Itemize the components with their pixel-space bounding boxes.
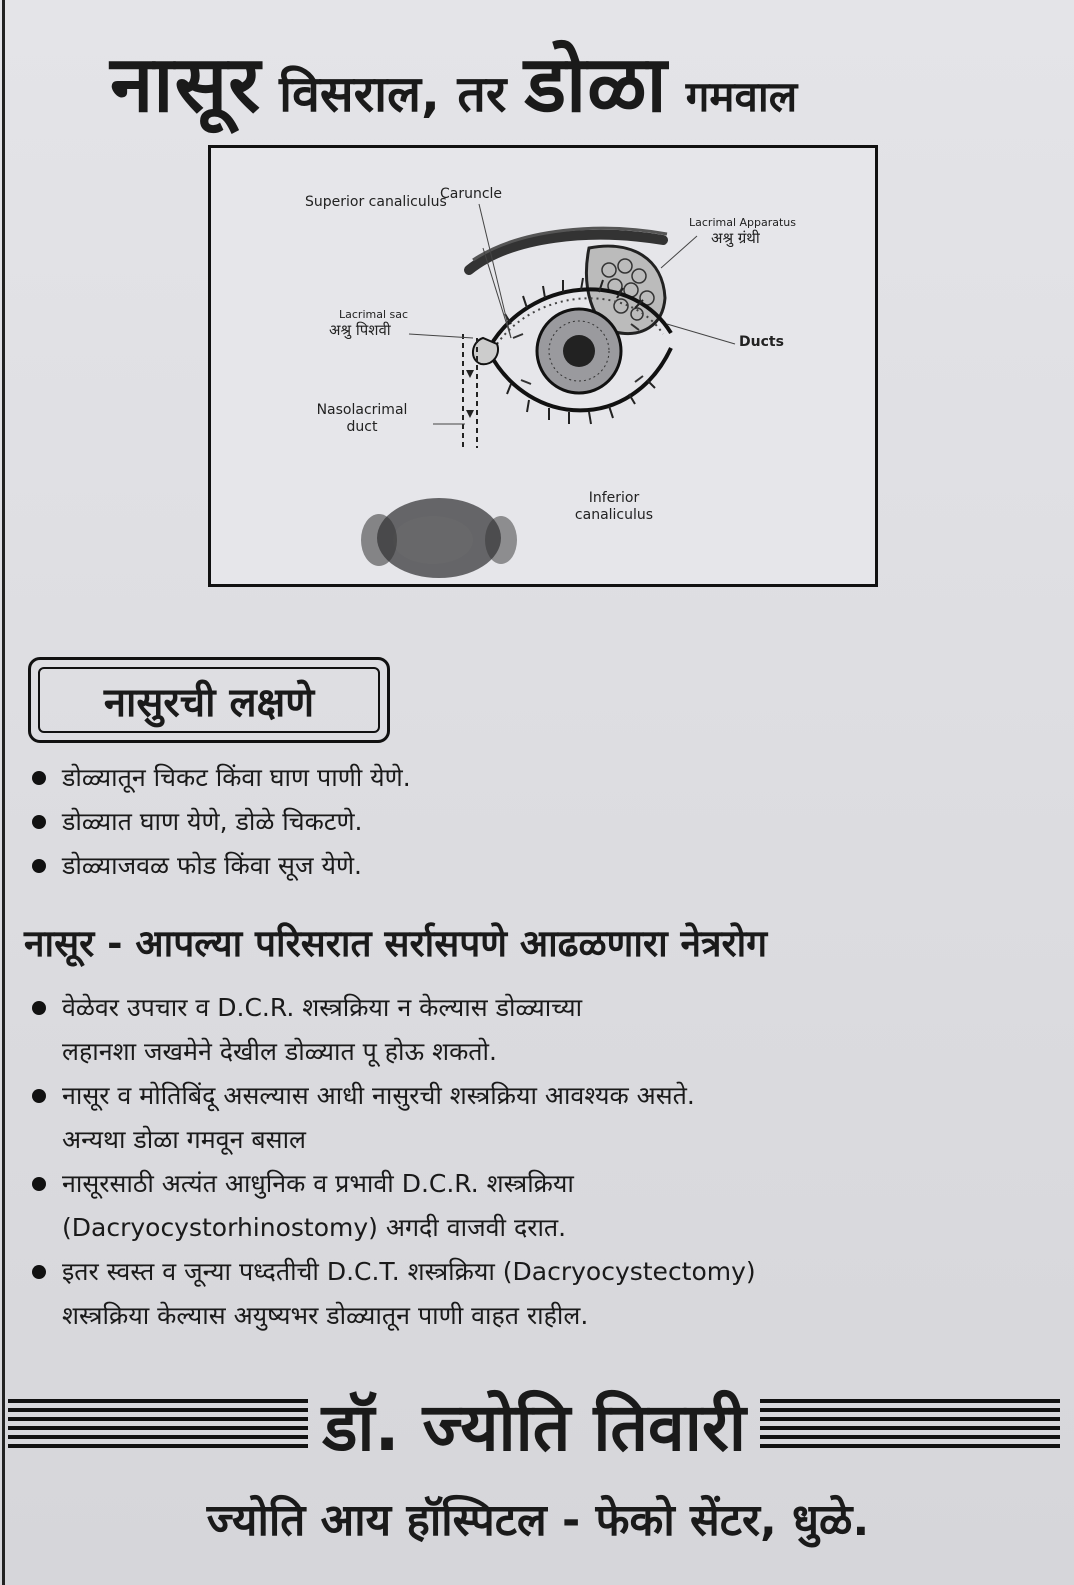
info-item bbox=[32, 1074, 756, 1162]
headline-word-nasur: नासूर bbox=[110, 40, 262, 130]
left-stripes bbox=[8, 1399, 308, 1451]
label-inferior-canaliculus: Inferior canaliculus bbox=[574, 490, 654, 523]
info-item-line: अन्यथा डोळा गमवून बसाल bbox=[62, 1125, 306, 1154]
info-item-line: (Dacryocystorhinostomy) अगदी वाजवी दरात. bbox=[62, 1213, 567, 1242]
symptoms-title-box bbox=[28, 657, 390, 743]
label-superior-canaliculus: Superior canaliculus bbox=[305, 194, 447, 210]
info-item bbox=[32, 1162, 756, 1250]
info-item-line: नासूर व मोतिबिंदू असल्यास आधी नासुरची शस्त्रक्रिया आवश्यक असते. bbox=[62, 1081, 695, 1110]
label-nasolacrimal-duct: Nasolacrimal duct bbox=[316, 402, 408, 435]
info-item bbox=[32, 986, 756, 1074]
label-lacrimal-sac: Lacrimal sac bbox=[339, 308, 409, 321]
headline-word-gamval: गमवाल bbox=[685, 72, 798, 121]
symptom-item: डोळ्यातून चिकट किंवा घाण पाणी येणे. bbox=[32, 756, 411, 800]
left-border-line bbox=[2, 0, 5, 1585]
info-title: नासूर - आपल्या परिसरात सर्रासपणे आढळणारा नेत्ररोग bbox=[24, 922, 768, 965]
headline bbox=[110, 28, 990, 130]
label-ducts: Ducts bbox=[739, 334, 784, 350]
symptom-item: डोळ्यात घाण येणे, डोळे चिकटणे. bbox=[32, 800, 411, 844]
info-item-line: लहानशा जखमेने देखील डोळ्यात पू होऊ शकतो. bbox=[62, 1037, 497, 1066]
symptom-item: डोळ्याजवळ फोड किंवा सूज येणे. bbox=[32, 844, 411, 888]
headline-word-dola: डोळा bbox=[524, 40, 668, 130]
right-stripes bbox=[760, 1399, 1060, 1451]
info-item bbox=[32, 1250, 756, 1338]
info-item-line: इतर स्वस्त व जून्या पध्दतीची D.C.T. शस्त्रक्रिया (Dacryocystectomy) bbox=[62, 1257, 756, 1286]
info-item-line: नासूरसाठी अत्यंत आधुनिक व प्रभावी D.C.R. शस्त्रक्रिया bbox=[62, 1169, 574, 1198]
doctor-name: डॉ. ज्योति तिवारी bbox=[322, 1389, 746, 1466]
info-item-line: शस्त्रक्रिया केल्यास अयुष्यभर डोळ्यातून पाणी वाहत राहील. bbox=[62, 1301, 589, 1330]
info-item-line: वेळेवर उपचार व D.C.R. शस्त्रक्रिया न केल्यास डोळ्याच्या bbox=[62, 993, 583, 1022]
symptoms-list bbox=[32, 756, 411, 888]
label-caruncle: Caruncle bbox=[439, 186, 503, 202]
label-lacrimal-sac-marathi: अश्रु पिशवी bbox=[329, 321, 391, 339]
headline-phrase: विसराल, तर bbox=[279, 65, 507, 123]
label-lacrimal-apparatus: Lacrimal Apparatus bbox=[689, 216, 797, 229]
info-list bbox=[32, 986, 756, 1338]
doctor-banner bbox=[8, 1380, 1060, 1470]
label-lacrimal-apparatus-marathi: अश्रु ग्रंथी bbox=[711, 229, 760, 247]
hospital-line: ज्योति आय हॉस्पिटल - फेको सेंटर, धुळे. bbox=[206, 1495, 870, 1546]
symptoms-title: नासुरची लक्षणे bbox=[38, 667, 380, 733]
eye-diagram bbox=[208, 145, 878, 587]
